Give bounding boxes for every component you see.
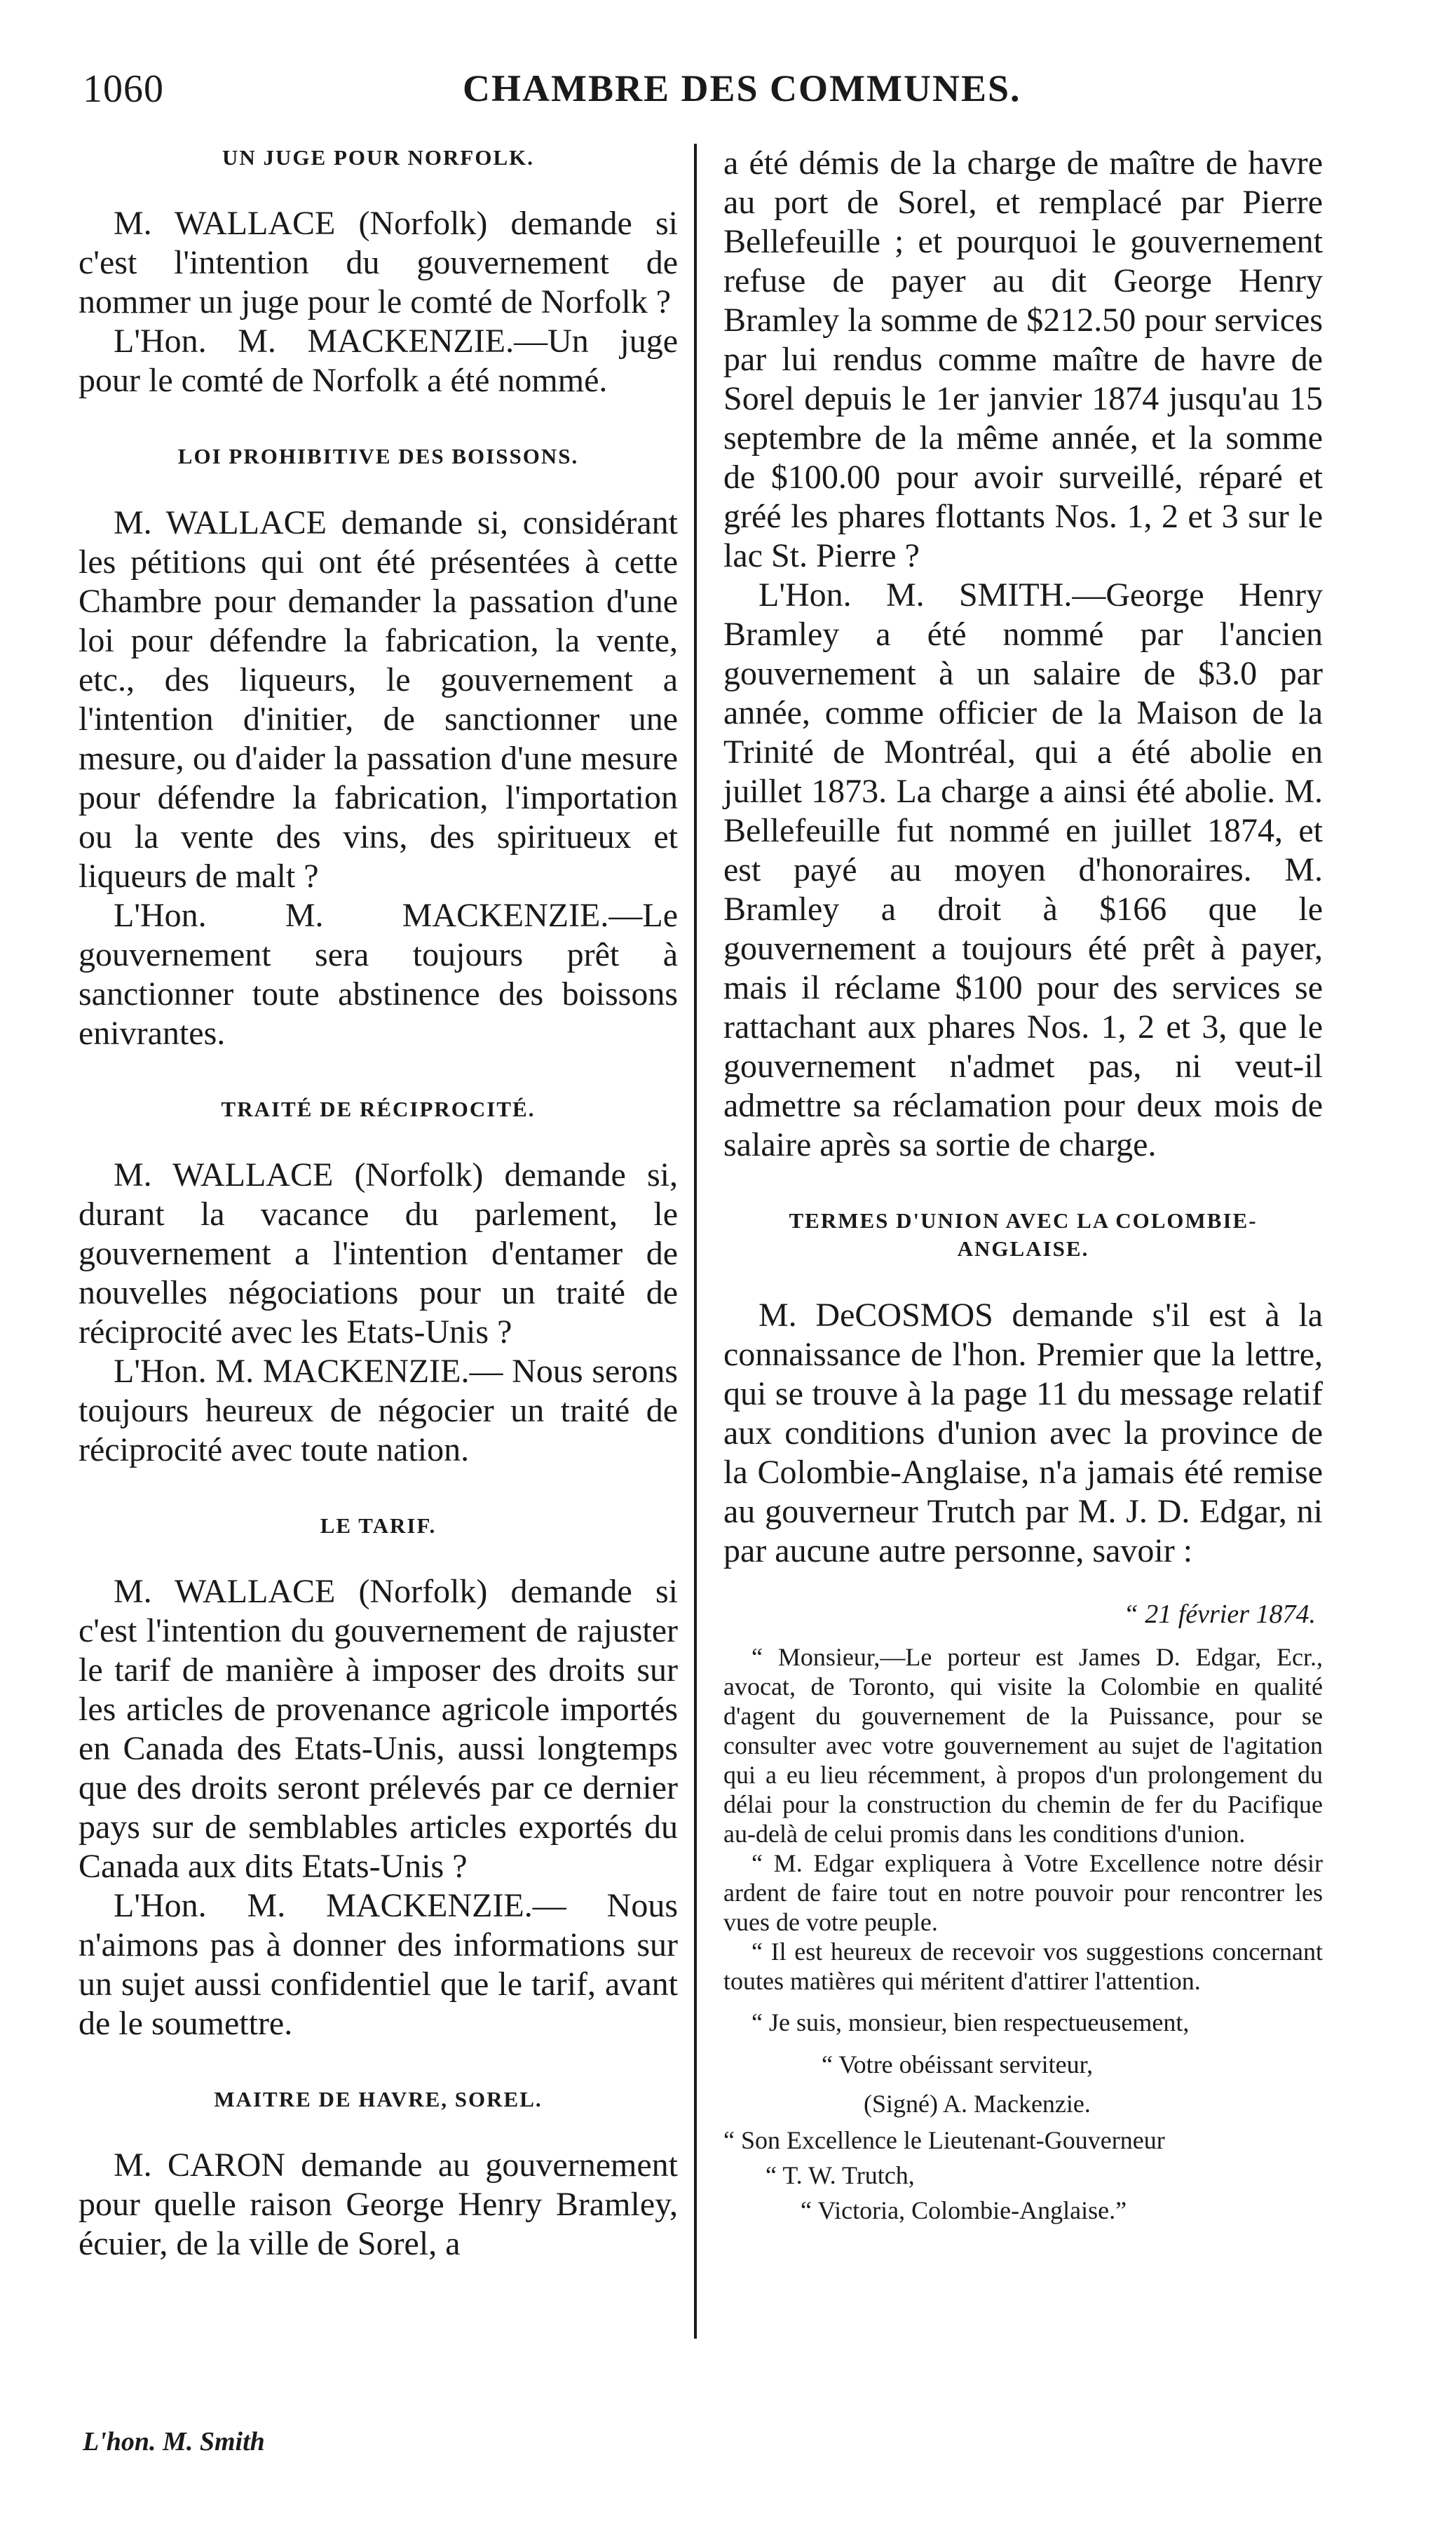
section-heading: LOI PROHIBITIVE DES BOISSONS. — [177, 444, 579, 469]
page-number: 1060 — [83, 67, 164, 111]
letter-date: “ 21 février 1874. — [1123, 1599, 1316, 1629]
letter-closing: “ Je suis, monsieur, bien respectueusement, — [751, 2008, 1190, 2036]
section-traite-reciprocite — [79, 1095, 678, 1470]
question-paragraph: M. WALLACE (Norfolk) demande si c'est l'intention du gouvernement de nommer un juge pour le comté de Norfolk ? — [79, 205, 678, 321]
column-divider — [694, 144, 697, 2339]
question-paragraph: M. WALLACE (Norfolk) demande si, durant la vacance du parlement, le gouvernement a l'intention d'entamer de nouvelles négociations pour un traité de réciprocité avec les Etats-Unis ? — [79, 1156, 678, 1351]
section-termes-union — [723, 1207, 1323, 1571]
answer-paragraph: L'Hon. M. MACKENZIE.—Un juge pour le comté de Norfolk a été nommé. — [79, 323, 678, 400]
section-loi-prohibitive — [79, 442, 678, 1053]
answer-paragraph: L'Hon. M. SMITH.—George Henry Bramley a été nommé par l'ancien gouvernement à un salaire de $3.0 par année, comme officier de la Maison de la Trinité de Montréal, qui a été abolie en juillet 1873. La charge a ainsi été abolie. M. Bellefeuille fut nommé en juillet 1874, et est payé au moyen d'honoraires. M. Bramley a droit à $166 que le gouvernement a toujours été prêt à payer, mais il réclame $100 pour des services se rattachant aux phares Nos. 1, 2 et 3, que le gouvernement n'admet pas, ni veut-il admettre sa réclamation pour deux mois de salaire après sa sortie de charge. — [723, 576, 1323, 1163]
section-heading: LE TARIF. — [320, 1513, 437, 1538]
section-heading: TERMES D'UNION AVEC LA COLOMBIE-ANGLAISE. — [789, 1208, 1258, 1262]
section-heading: UN JUGE POUR NORFOLK. — [222, 145, 534, 170]
answer-paragraph: L'Hon. M. MACKENZIE.— Nous n'aimons pas à donner des informations sur un sujet aussi confidentiel que le tarif, avant de le soumettre. — [79, 1887, 678, 2043]
section-juge-norfolk — [79, 144, 678, 400]
letter-paragraph: “ Monsieur,—Le porteur est James D. Edgar, Ecr., avocat, de Toronto, qui visite la Colombie en qualité d'agent du gouvernement de la Puissance, pour se consulter avec votre gouvernement au sujet de l'agitation qui a eu lieu récemment, à propos d'un prolongement du délai pour la construction du chemin de fer du Pacifique au-delà de celui promis dans les conditions d'union. — [723, 1642, 1323, 1848]
section-heading: TRAITÉ DE RÉCIPROCITÉ. — [221, 1096, 536, 1121]
letter-signature: (Signé) A. Mackenzie. — [864, 2089, 1091, 2118]
letter-address: “ T. W. Trutch, — [766, 2161, 915, 2189]
section-maitre-havre — [79, 2085, 678, 2264]
letter-address: “ Son Excellence le Lieutenant-Gouverneur — [723, 2125, 1165, 2154]
running-title: CHAMBRE DES COMMUNES. — [463, 67, 1021, 109]
letter-address: “ Victoria, Colombie-Anglaise.” — [801, 2196, 1127, 2224]
quoted-letter — [723, 1599, 1323, 2226]
section-le-tarif — [79, 1512, 678, 2043]
left-column — [79, 144, 678, 2264]
question-paragraph: M. WALLACE (Norfolk) demande si c'est l'intention du gouvernement de rajuster le tarif de manière à imposer des droits sur les articles de provenance agricole importés en Canada des Etats-Unis, aussi longtemps que des droits seront prélevés par ce dernier pays sur de semblables articles exportés du Canada aux dits Etats-Unis ? — [79, 1573, 678, 1886]
letter-closing: “ Votre obéissant serviteur, — [822, 2050, 1094, 2078]
answer-paragraph: L'Hon. M. MACKENZIE.—Le gouvernement sera toujours prêt à sanctionner toute abstinence des boissons enivrantes. — [79, 896, 678, 1052]
question-paragraph: M. CARON demande au gouvernement pour quelle raison George Henry Bramley, écuier, de la ville de Sorel, a — [79, 2146, 678, 2263]
section-heading: MAITRE DE HAVRE, SOREL. — [214, 2087, 543, 2112]
answer-paragraph: L'Hon. M. MACKENZIE.— Nous serons toujours heureux de négocier un traité de réciprocité avec toute nation. — [79, 1352, 678, 1468]
question-paragraph: M. DeCOSMOS demande s'il est à la connaissance de l'hon. Premier que la lettre, qui se trouve à la page 11 du message relatif aux conditions d'union avec la province de la Colombie-Anglaise, n'a jamais été remise au gouverneur Trutch par M. J. D. Edgar, ni par aucune autre personne, savoir : — [723, 1296, 1323, 1569]
right-column — [723, 144, 1323, 2226]
letter-paragraph: “ M. Edgar expliquera à Votre Excellence notre désir ardent de faire tout en notre pouvoir pour rencontrer les vues de votre peuple. — [723, 1848, 1323, 1936]
letter-paragraph: “ Il est heureux de recevoir vos suggestions concernant toutes matières qui méritent d'attirer l'attention. — [723, 1937, 1323, 1995]
question-paragraph: M. WALLACE demande si, considérant les pétitions qui ont été présentées à cette Chambre pour demander la passation d'une loi pour défendre la fabrication, la vente, etc., des liqueurs, le gouvernement a l'intention d'initier, de sanctionner une mesure, ou d'aider la passation d'une mesure pour défendre la fabrication, l'importation ou la vente des vins, des spiritueux et liqueurs de malt ? — [79, 503, 678, 895]
continued-paragraph: a été démis de la charge de maître de havre au port de Sorel, et remplacé par Pierre Bellefeuille ; et pourquoi le gouvernement refuse de payer au dit George Henry Bramley la somme de $212.50 pour services par lui rendus comme maître de havre de Sorel depuis le 1er janvier 1874 jusqu'au 15 septembre de la même année, et la somme de $100.00 pour avoir surveillé, réparé et gréé les phares flottants Nos. 1, 2 et 3 sur le lac St. Pierre ? — [723, 144, 1323, 574]
catchword: L'hon. M. Smith — [83, 2427, 265, 2456]
page-header — [0, 67, 1456, 123]
